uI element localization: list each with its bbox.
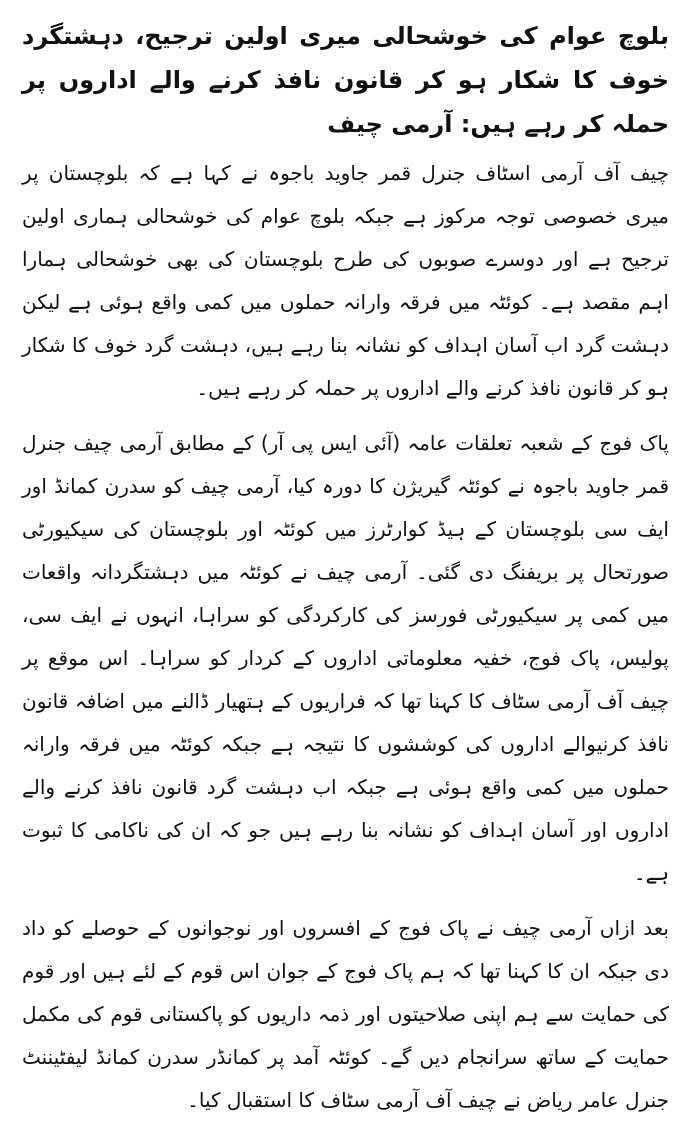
article-paragraph-2: پاک فوج کے شعبہ تعلقات عامہ (آئی ایس پی آر) کے مطابق آرمی چیف جنرل قمر جاوید باجوہ نے کوئٹہ گیریژن کا دورہ کیا، آرمی چیف کو سدرن کمانڈ اور ایف سی بلوچستان کے ہیڈ کوارٹرز میں کوئٹہ اور بلوچستان کی سیکیورٹی صورتحال پر بریفنگ دی گئی۔ آرمی چیف نے کوئٹہ میں دہشتگردانہ واقعات میں کمی پر سیکیورٹی فورسز کی کارکردگی کو سراہا، انہوں نے ایف سی، پولیس، پاک فوج، خفیہ معلوماتی اداروں کے کردار کو سراہا۔ اس موقع پر چیف آف آرمی سٹاف کا کہنا تھا کہ فراریوں کے ہتھیار ڈالنے میں اضافہ قانون نافذ کرنیوالے اداروں کی کوششوں کا نتیجہ ہے جبکہ کوئٹہ میں فرقہ وارانہ حملوں میں کمی واقع ہوئی ہے جبکہ اب دہشت گرد قانون نافذ کرنے والے اداروں اور آسان اہداف کو نشانہ بنا رہے ہیں جو کہ ان کی ناکامی کا ثبوت ہے۔: [22, 431, 669, 885]
article-headline: بلوچ عوام کی خوشحالی میری اولین ترجیح، دہشتگرد خوف کا شکار ہو کر قانون نافذ کرنے والے اداروں پر حملہ کر رہے ہیں: آرمی چیف: [22, 22, 669, 138]
article-paragraph-1: چیف آف آرمی اسٹاف جنرل قمر جاوید باجوہ نے کہا ہے کہ بلوچستان پر میری خصوصی توجہ مرکوز ہے جبکہ بلوچ عوام کی خوشحالی ہماری اولین ترجیح ہے اور دوسرے صوبوں کی طرح بلوچستان کی بھی خوشحالی ہمارا اہم مقصد ہے۔ کوئٹہ میں فرقہ وارانہ حملوں میں کمی واقع ہوئی ہے لیکن دہشت گرد اب آسان اہداف کو نشانہ بنا رہے ہیں، دہشت گرد خوف کا شکار ہو کر قانون نافذ کرنے والے اداروں پر حملہ کر رہے ہیں۔: [22, 161, 669, 400]
article-paragraph-3: بعد ازاں آرمی چیف نے پاک فوج کے افسروں اور نوجوانوں کے حوصلے کو داد دی جبکہ ان کا کہنا تھا کہ ہم پاک فوج کے جوان اس قوم کے لئے ہیں اور قوم کی حمایت سے ہم اپنی صلاحیتوں اور ذمہ داریوں کو پاکستانی قوم کی مکمل حمایت کے ساتھ سرانجام دیں گے۔ کوئٹہ آمد پر کمانڈر سدرن کمانڈ لیفٹیننٹ جنرل عامر ریاض نے چیف آف آرمی سٹاف کا استقبال کیا۔: [22, 916, 669, 1112]
